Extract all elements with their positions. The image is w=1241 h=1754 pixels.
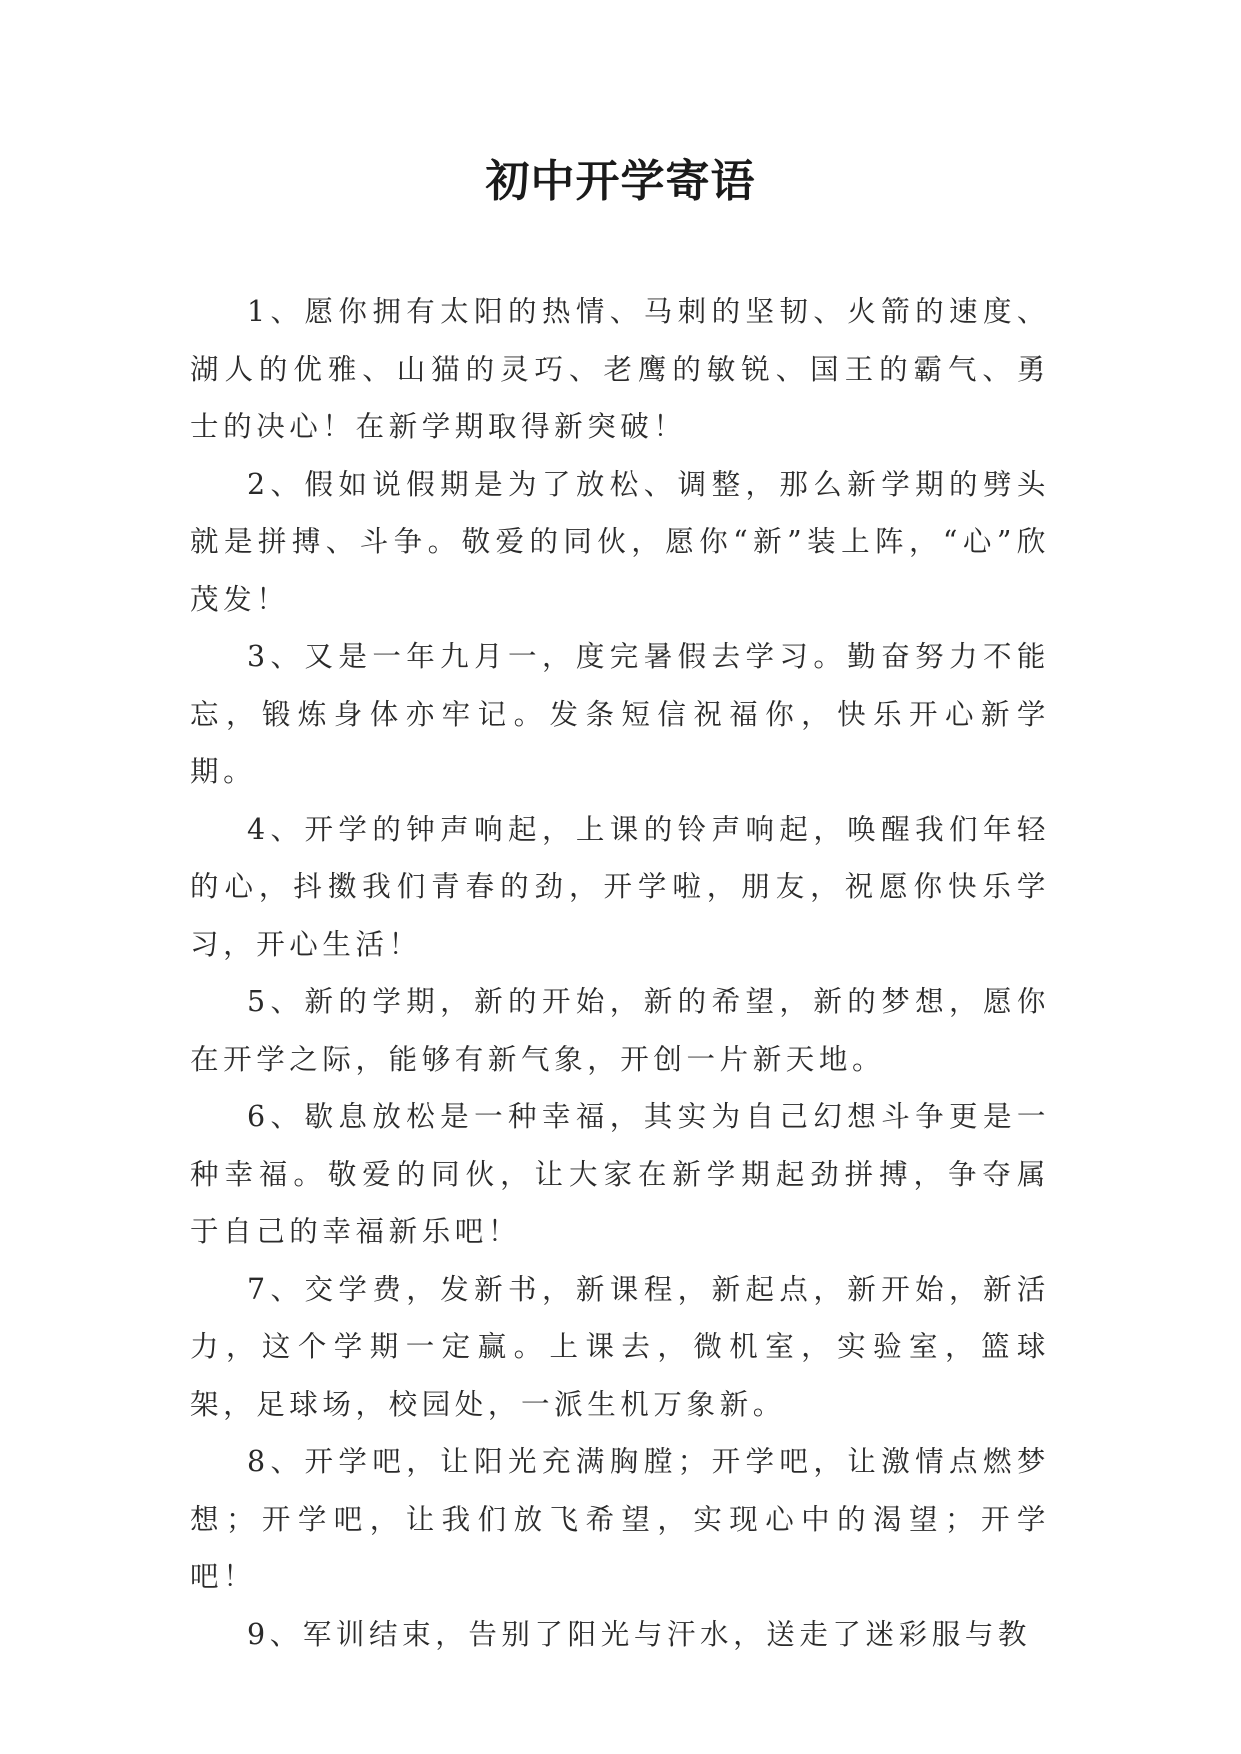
paragraph: 9、军训结束，告别了阳光与汗水，送走了迷彩服与教	[247, 1617, 1032, 1651]
paragraph: 4、开学的钟声响起，上课的铃声响起，唤醒我们年轻的心，抖擞我们青春的劲，开学啦，朋友，祝愿你快乐学习，开心生活！	[190, 812, 1050, 961]
paragraph: 8、开学吧，让阳光充满胸膛；开学吧，让激情点燃梦想；开学吧，让我们放飞希望，实现心中的渴望；开学吧！	[190, 1445, 1050, 1593]
paragraph: 1、愿你拥有太阳的热情、马刺的坚韧、火箭的速度、湖人的优雅、山猫的灵巧、老鹰的敏锐、国王的霸气、勇士的决心！在新学期取得新突破！	[190, 295, 1050, 443]
paragraph: 6、歇息放松是一种幸福，其实为自己幻想斗争更是一种幸福。敬爱的同伙，让大家在新学期起劲拼搏，争夺属于自己的幸福新乐吧！	[190, 1100, 1050, 1248]
paragraph: 5、新的学期，新的开始，新的希望，新的梦想，愿你在开学之际，能够有新气象，开创一片新天地。	[190, 985, 1050, 1076]
document-title: 初中开学寄语	[485, 156, 756, 207]
paragraph: 3、又是一年九月一，度完暑假去学习。勤奋努力不能忘，锻炼身体亦牢记。发条短信祝福你，快乐开心新学期。	[190, 640, 1050, 788]
paragraph: 2、假如说假期是为了放松、调整，那么新学期的劈头就是拼搏、斗争。敬爱的同伙，愿你“新”装上阵，“心”欣茂发！	[190, 467, 1050, 616]
document-body	[190, 283, 1050, 1663]
paragraph: 7、交学费，发新书，新课程，新起点，新开始，新活力，这个学期一定赢。上课去，微机室，实验室，篮球架，足球场，校园处，一派生机万象新。	[190, 1272, 1050, 1421]
